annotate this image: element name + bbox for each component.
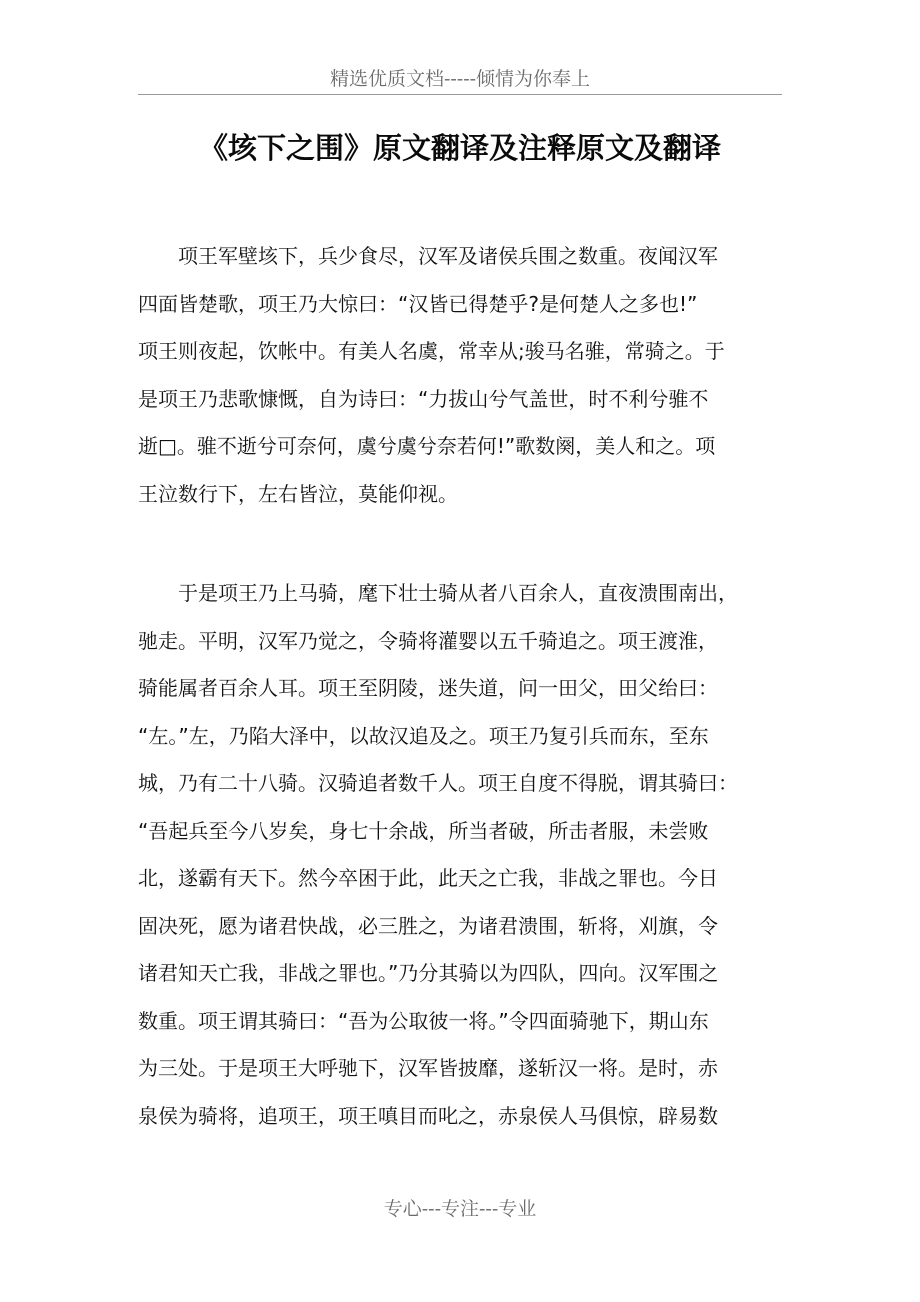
paragraph-line: “左。”左，乃陷大泽中，以故汉追及之。项王乃复引兵而东，至东 — [138, 723, 709, 748]
paragraph-line: 骑能属者百余人耳。项王至阴陵，迷失道，问一田父，田父绐曰： — [138, 676, 718, 700]
document-title: 《垓下之围》原文翻译及注释原文及翻译 — [198, 131, 721, 165]
page-footer: 专心---专注---专业 — [383, 1198, 537, 1220]
paragraph-line: 王泣数行下，左右皆泣，莫能仰视。 — [138, 481, 458, 506]
paragraph-line: 是项王乃悲歌慷慨，自为诗曰：“力拔山兮气盖世，时不利兮骓不 — [138, 386, 709, 411]
paragraph-line: 驰走。平明，汉军乃觉之，令骑将灌婴以五千骑追之。项王渡淮， — [138, 628, 718, 653]
paragraph-line: 北，遂霸有天下。然今卒困于此，此天之亡我，非战之罪也。今日 — [138, 866, 718, 890]
paragraph-line: 项王则夜起，饮帐中。有美人名虞，常幸从;骏马名骓，常骑之。于 — [138, 339, 725, 363]
paragraph-1 — [138, 233, 792, 518]
paragraph-line: 为三处。于是项王大呼驰下，汉军皆披靡，遂斩汉一将。是时，赤 — [138, 1056, 718, 1080]
paragraph-line: 于是项王乃上马骑，麾下壮士骑从者八百余人，直夜溃围南出， — [138, 581, 738, 605]
page-header: 精选优质文档-----倾情为你奉上 — [138, 64, 782, 95]
paragraph-line: 泉侯为骑将，追项王，项王嗔目而叱之，赤泉侯人马俱惊，辟易数 — [138, 1103, 718, 1128]
paragraph-line: “吾起兵至今八岁矣，身七十余战，所当者破，所击者服，未尝败 — [138, 818, 709, 843]
paragraph-line: 四面皆楚歌，项王乃大惊曰：“汉皆已得楚乎?是何楚人之多也!” — [138, 291, 698, 316]
paragraph-line: 固决死，愿为诸君快战，必三胜之，为诸君溃围，斩将，刈旗，令 — [138, 913, 718, 938]
paragraph-line: 数重。项王谓其骑曰：“吾为公取彼一将。”令四面骑驰下，期山东 — [138, 1008, 709, 1033]
paragraph-line: 城，乃有二十八骑。汉骑追者数千人。项王自度不得脱，谓其骑曰： — [138, 771, 738, 795]
paragraph-line: 项王军壁垓下，兵少食尽，汉军及诸侯兵围之数重。夜闻汉军 — [138, 244, 718, 268]
paragraph-line: 逝□。骓不逝兮可奈何，虞兮虞兮奈若何!”歌数阕，美人和之。项 — [138, 434, 716, 458]
paragraph-line: 诸君知天亡我，非战之罪也。”乃分其骑以为四队，四向。汉军围之 — [138, 961, 719, 985]
paragraph-2 — [138, 570, 792, 1140]
